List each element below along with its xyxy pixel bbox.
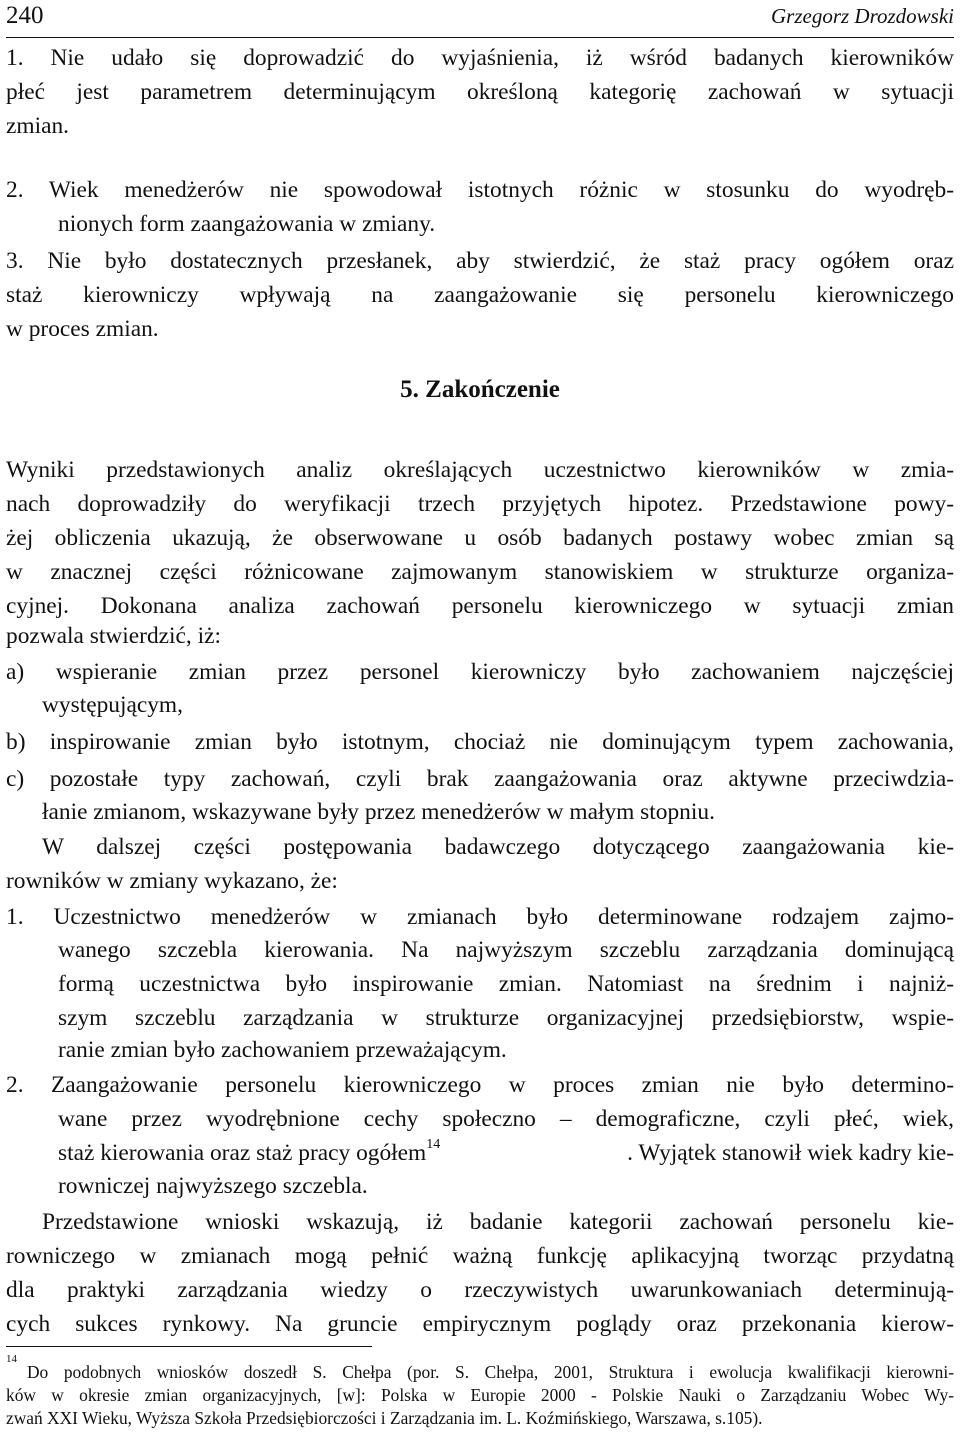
text-line: rowniczej najwyższego szczebla.	[58, 1173, 368, 1199]
text-line: szym szczeblu zarządzania w strukturze organizacyjnej przedsiębiorstw, wspie-	[58, 1005, 954, 1031]
text-line: wanego szczebla kierowania. Na najwyższym szczeblu zarządzania dominującą	[58, 937, 954, 963]
section-heading: 5. Zakończenie	[400, 376, 560, 403]
line-fragment: staż kierowania oraz staż pracy ogółem$^{14}$	[58, 1137, 441, 1166]
text-line: b) inspirowanie zmian było istotnym, chociaż nie dominującym typem zachowania,	[6, 729, 954, 755]
footnote-line: zwań XXI Wieku, Wyższa Szkoła Przedsiębiorczości i Zarządzania im. L. Koźmińskiego, Warszawa, s.105).	[6, 1408, 763, 1428]
text-line: żej obliczenia ukazują, że obserwowane u osób badanych postawy wobec zmian są	[6, 525, 954, 551]
text-line: w proces zmian.	[6, 316, 159, 342]
text-line: nionych form zaangażowania w zmiany.	[58, 211, 436, 237]
text-line: łanie zmianom, wskazywane były przez menedżerów w małym stopniu.	[42, 799, 715, 825]
text-line: W dalszej części postępowania badawczego dotyczącego zaangażowania kie-	[42, 834, 954, 860]
text-line: występującym,	[42, 692, 183, 718]
footnote-text: Do podobnych wniosków doszedł S. Chełpa (por. S. Chełpa, 2001, Struktura i ewolucja kwalifikacji kierowni-	[27, 1362, 954, 1382]
line-fragment: . Wyjątek stanowił wiek kadry kie-	[627, 1140, 954, 1166]
text-line: nach doprowadziły do weryfikacji trzech przyjętych hipotez. Przedstawione powy-	[6, 491, 954, 517]
text-line	[58, 1138, 954, 1168]
text-line: w znacznej części różnicowane zajmowanym stanowiskiem w strukturze organiza-	[6, 559, 954, 585]
text-line: staż kierowniczy wpływają na zaangażowanie się personelu kierowniczego	[6, 282, 954, 308]
text-line: rowników w zmiany wykazano, że:	[6, 868, 338, 894]
text-line: a) wspieranie zmian przez personel kierowniczy było zachowaniem najczęściej	[6, 659, 954, 685]
text-line: 3. Nie było dostatecznych przesłanek, aby stwierdzić, że staż pracy ogółem oraz	[6, 248, 954, 274]
text-line: dla praktyki zarządzania wiedzy o rzeczywistych uwarunkowaniach determinują-	[6, 1277, 954, 1303]
footnote-reference[interactable]: 14	[426, 1137, 441, 1153]
text-line: Przedstawione wnioski wskazują, iż badanie kategorii zachowań personelu kie-	[42, 1209, 954, 1235]
page-number: 240	[6, 2, 44, 29]
text-line: ranie zmian było zachowaniem przeważającym.	[58, 1037, 507, 1063]
running-header	[6, 2, 954, 32]
footnote-line: ków w okresie zmian organizacyjnych, [w]: Polska w Europie 2000 - Polskie Nauki o Zarządzaniu Wobec Wy-	[6, 1385, 954, 1405]
text-line: Wyniki przedstawionych analiz określających uczestnictwo kierowników w zmia-	[6, 457, 954, 483]
text-line: cyjnej. Dokonana analiza zachowań personelu kierowniczego w sytuacji zmian	[6, 593, 954, 619]
text-line: 2. Wiek menedżerów nie spowodował istotnych różnic w stosunku do wyodręb-	[6, 177, 954, 203]
text-line: 1. Uczestnictwo menedżerów w zmianach było determinowane rodzajem zajmo-	[6, 904, 954, 930]
text-line: pozwala stwierdzić, iż:	[6, 623, 221, 649]
text-line: rowniczego w zmianach mogą pełnić ważną funkcję aplikacyjną tworząc przydatną	[6, 1243, 954, 1269]
footnote-rule	[6, 1346, 372, 1347]
text-line: c) pozostałe typy zachowań, czyli brak zaangażowania oraz aktywne przeciwdzia-	[6, 766, 954, 792]
text-line: wane przez wyodrębnione cechy społeczno – demograficzne, czyli płeć, wiek,	[58, 1106, 954, 1132]
header-rule	[6, 37, 954, 38]
text-line: 2. Zaangażowanie personelu kierowniczego w proces zmian nie było determino-	[6, 1072, 954, 1098]
footnote-line	[6, 1353, 954, 1383]
text-line: zmian.	[6, 113, 69, 139]
text-line: 1. Nie udało się doprowadzić do wyjaśnienia, iż wśród badanych kierowników	[6, 45, 954, 71]
footnote-marker: 14	[6, 1353, 17, 1365]
text-line: formą uczestnictwa było inspirowanie zmian. Natomiast na średnim i najniż-	[58, 971, 954, 997]
text-line: cych sukces rynkowy. Na gruncie empirycznym poglądy oraz przekonania kierow-	[6, 1311, 954, 1337]
text-line: płeć jest parametrem determinującym określoną kategorię zachowań w sytuacji	[6, 79, 954, 105]
running-head-author: Grzegorz Drozdowski	[771, 4, 954, 28]
